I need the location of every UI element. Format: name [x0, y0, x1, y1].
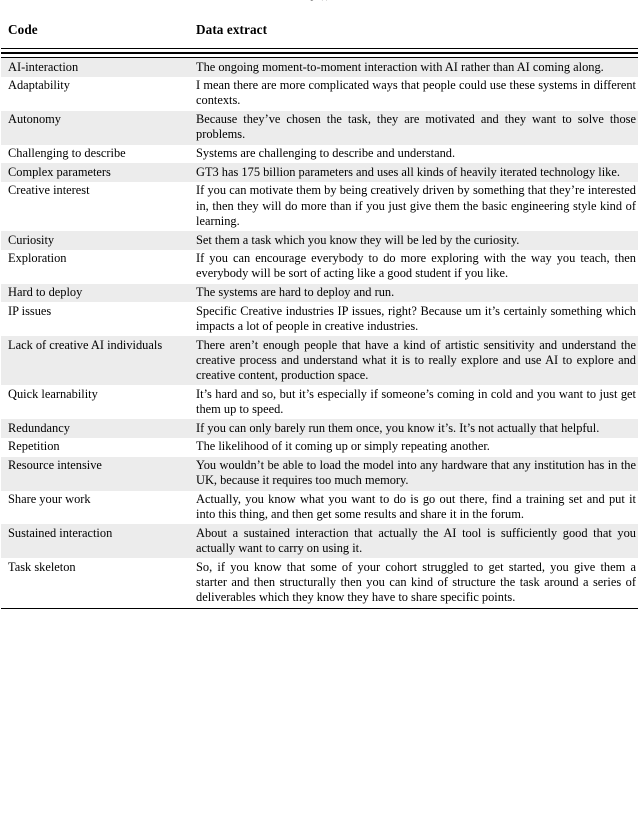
column-header-data-extract: Data extract [196, 22, 268, 37]
table-row [1, 438, 638, 457]
cell-code: Redundancy [1, 419, 196, 438]
cell-data-extract: The systems are hard to deploy and run. [196, 284, 638, 303]
cell-data-extract: I mean there are more complicated ways that people could use these systems in different contexts. [196, 77, 638, 111]
table-row [1, 524, 638, 558]
cell-code: Quick learnability [1, 385, 196, 419]
cell-data-extract: Actually, you know what you want to do is go out there, find a training set and put it into this thing, and then get some results and share it in the forum. [196, 491, 638, 525]
cell-code: Challenging to describe [1, 145, 196, 164]
cell-data-extract: The ongoing moment-to-moment interaction with AI rather than AI coming along. [196, 58, 638, 77]
cell-code: Sustained interaction [1, 524, 196, 558]
table-row [1, 284, 638, 303]
cell-data-extract: The likelihood of it coming up or simply repeating another. [196, 438, 638, 457]
table-row [1, 182, 638, 231]
bottom-rule [1, 608, 638, 610]
table-row [1, 111, 638, 145]
table-row [1, 491, 638, 525]
column-header-code: Code [8, 22, 38, 37]
table-header [1, 17, 638, 48]
table-rule-bottom [1, 608, 638, 610]
cell-code: Repetition [1, 438, 196, 457]
header-row [1, 17, 638, 48]
table-row [1, 385, 638, 419]
cell-data-extract: It’s hard and so, but it’s especially if someone’s coming in cold and you want to just get them up to speed. [196, 385, 638, 419]
cell-data-extract: You wouldn’t be able to load the model into any hardware that any institution has in the UK, because it requires too much memory. [196, 457, 638, 491]
cell-code: Hard to deploy [1, 284, 196, 303]
codes-table-container [1, 17, 638, 610]
table-row [1, 419, 638, 438]
table-row [1, 457, 638, 491]
cell-code: Curiosity [1, 231, 196, 250]
cell-data-extract: If you can only barely run them once, you know it’s. It’s not actually that helpful. [196, 419, 638, 438]
cell-data-extract: GT3 has 175 billion parameters and uses all kinds of heavily iterated technology like. [196, 163, 638, 182]
cell-code: Creative interest [1, 182, 196, 231]
cell-code: Complex parameters [1, 163, 196, 182]
cell-code: IP issues [1, 302, 196, 336]
table-row [1, 250, 638, 284]
table-row [1, 77, 638, 111]
cell-code: Share your work [1, 491, 196, 525]
bottom-rule-line [1, 608, 638, 610]
cell-data-extract: If you can motivate them by being creatively driven by something that they’re interested in, then they will do more than if you just give them the basic engineering style kind of learning. [196, 182, 638, 231]
table-row [1, 163, 638, 182]
cell-data-extract: Systems are challenging to describe and understand. [196, 145, 638, 164]
codes-table [1, 17, 638, 610]
cell-data-extract: There aren’t enough people that have a kind of artistic sensitivity and understand the creative process and understand what it is to really explore and use AI to explore and creative content, production space. [196, 336, 638, 385]
cell-code: Autonomy [1, 111, 196, 145]
table-body [1, 58, 638, 608]
table-row [1, 336, 638, 385]
table-row [1, 231, 638, 250]
table-row [1, 558, 638, 607]
table-row [1, 145, 638, 164]
cell-data-extract: Because they’ve chosen the task, they are motivated and they want to solve those problems. [196, 111, 638, 145]
cell-code: Lack of creative AI individuals [1, 336, 196, 385]
cell-data-extract: If you can encourage everybody to do more exploring with the way you teach, then everybody will be sort of acting like a good student if you like. [196, 250, 638, 284]
cell-code: Exploration [1, 250, 196, 284]
table-row [1, 58, 638, 77]
caption-fragment [0, 0, 640, 3]
cell-code: Resource intensive [1, 457, 196, 491]
table-row [1, 302, 638, 336]
cell-data-extract: About a sustained interaction that actually the AI tool is sufficiently good that you actually want to carry on using it. [196, 524, 638, 558]
cell-code: Adaptability [1, 77, 196, 111]
cell-code: AI-interaction [1, 58, 196, 77]
cell-data-extract: So, if you know that some of your cohort struggled to get started, you give them a starter and then structurally then you can kind of structure the task around a series of deliverables which they know they have to share specific points. [196, 558, 638, 607]
cell-code: Task skeleton [1, 558, 196, 607]
cell-data-extract: Specific Creative industries IP issues, right? Because um it’s certainly something which impacts a lot of people in creative industries. [196, 302, 638, 336]
cell-data-extract: Set them a task which you know they will be led by the curiosity. [196, 231, 638, 250]
